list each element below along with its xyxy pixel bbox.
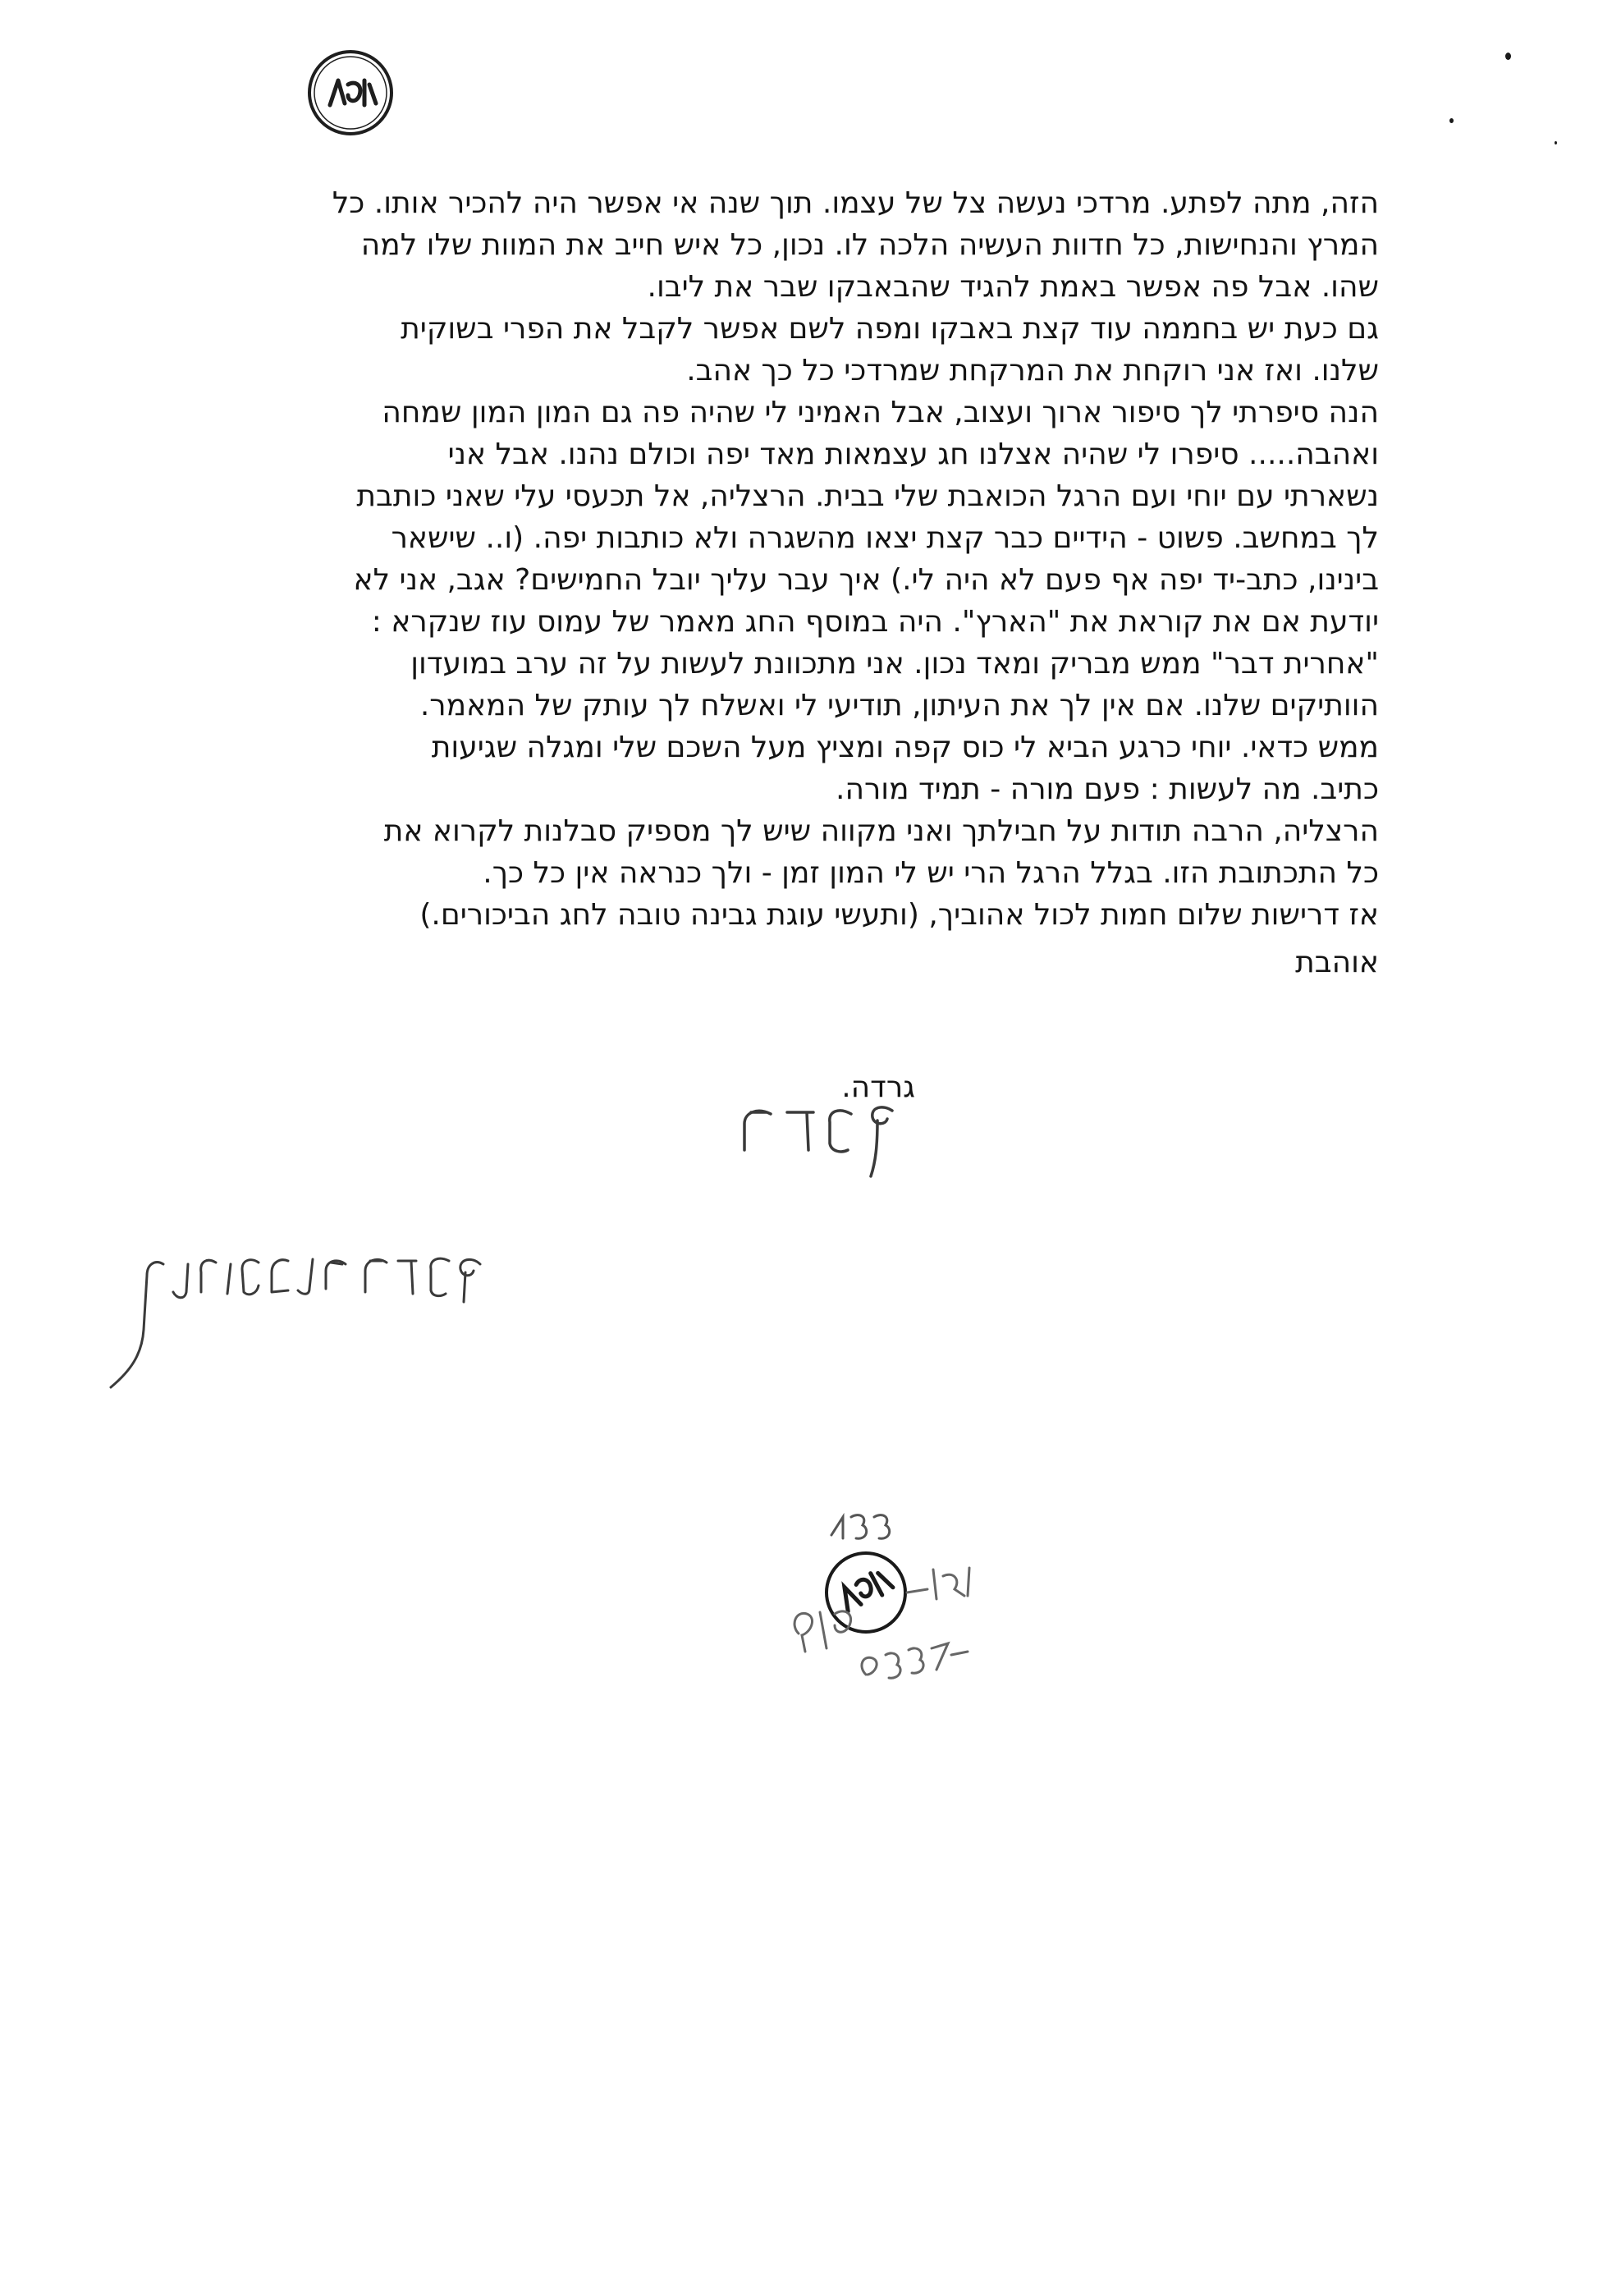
archive-annotation xyxy=(784,1510,981,1711)
letter-line-6: הנה סיפרתי לך סיפור ארוך ועצוב, אבל האמיני לי שהיה פה גם המון המון שמחה xyxy=(382,396,1379,429)
scan-speck-1 xyxy=(1505,53,1511,60)
typed-sender-name: גרדה. xyxy=(841,1070,915,1104)
scan-speck-2 xyxy=(1449,118,1454,123)
letter-body xyxy=(205,182,1379,936)
archive-stamp-top xyxy=(305,48,396,138)
letter-line-8: נשארתי עם יוחי ועם הרגל הכואבת שלי בבית. הרצליה, אל תכעסי עלי שאני כותבת xyxy=(356,479,1379,513)
letter-line-11: יודעת אם את קוראת את "הארץ". היה במוסף החג מאמר של עמוס עוז שנקרא : xyxy=(371,605,1379,639)
letter-line-14: ממש כדאי. יוחי כרגע הביא לי כוס קפה ומציץ מעל השכם שלי ומגלה שגיעות xyxy=(431,731,1379,764)
letter-line-18: אז דרישות שלום חמות לכול אהוביך, (ותעשי עוגת גבינה טובה לחג הביכורים.) xyxy=(419,898,1379,932)
handwritten-signature xyxy=(702,1096,907,1186)
letter-closing: אוהבת xyxy=(1295,946,1379,979)
letter-line-1: הזה, מתה לפתע. מרדכי נעשה צל של עצמו. תוך שנה אי אפשר היה להכיר אותו. כל xyxy=(332,186,1379,220)
letter-line-13: הוותיקים שלנו. אם אין לך את העיתון, תודיעי לי ואשלח לך עותק של המאמר. xyxy=(419,689,1379,722)
letter-line-12: "אחרית דבר" ממש מבריק ומאד נכון. אני מתכוונת לעשות על זה ערב במועדון xyxy=(410,647,1379,681)
handwritten-full-name xyxy=(94,1240,488,1395)
letter-line-5: שלנו. ואז אני רוקחת את המרקחת שמרדכי כל כך אהב. xyxy=(686,354,1379,387)
letter-line-2: המרץ והנחישות, כל חדוות העשיה הלכה לו. נכון, כל איש חייב את המוות שלו למה xyxy=(360,228,1379,262)
letter-line-9: לך במחשב. פשוט - הידיים כבר קצת יצאו מהשגרה ולא כותבות יפה. (ו.. שישאר xyxy=(391,521,1379,555)
letter-line-10: בינינו, כתב-יד יפה אף פעם לא היה לי.) איך עבר עליך יובל החמישים? אגב, אני לא xyxy=(353,563,1379,597)
letter-line-7: ואהבה..... סיפרו לי שהיה אצלנו חג עצמאות מאד יפה וכולם נהנו. אבל אני xyxy=(447,438,1379,471)
letter-line-4: גם כעת יש בחממה עוד קצת באבקו ומפה לשם אפשר לקבל את הפרי בשוקית xyxy=(401,312,1379,346)
letter-line-15: כתיב. מה לעשות : פעם מורה - תמיד מורה. xyxy=(836,772,1379,806)
letter-line-17: כל התכתובת הזו. בגלל הרגל הרי יש לי המון זמן - ולך כנראה אין כל כך. xyxy=(483,856,1379,890)
scan-speck-3 xyxy=(1555,141,1557,144)
letter-line-3: שהו. אבל פה אפשר באמת להגיד שהבאבקו שבר את ליבו. xyxy=(647,270,1379,304)
letter-line-16: הרצליה, הרבה תודות על חבילתך ואני מקווה שיש לך מספיק סבלנות לקרוא את xyxy=(383,814,1379,848)
